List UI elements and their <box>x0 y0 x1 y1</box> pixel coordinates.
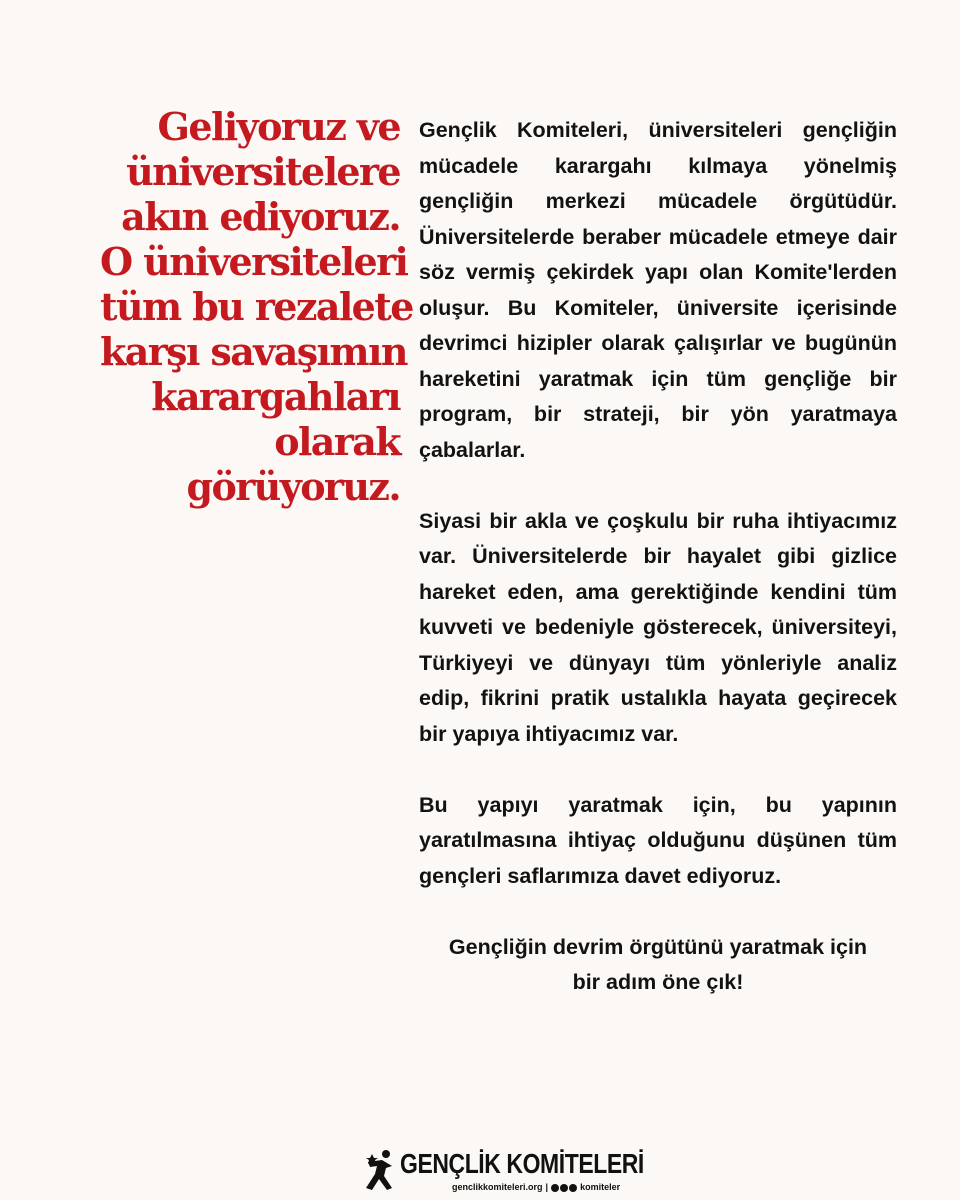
headline-line: Geliyoruz ve <box>157 104 400 149</box>
paragraph-invitation: Bu yapıyı yaratmak için, bu yapının yaratılmasına ihtiyaç olduğunu düşünen tüm gençleri saflarımıza davet ediyoruz. <box>419 792 897 888</box>
closing-call <box>419 930 897 1001</box>
footer-logo <box>362 1146 652 1194</box>
headline-line: akın ediyoruz. <box>121 194 400 239</box>
headline <box>100 104 413 509</box>
headline-line: tüm bu rezalete <box>100 284 413 329</box>
headline-line: görüyoruz. <box>186 464 400 509</box>
website-link[interactable]: genclikkomiteleri.org <box>452 1182 543 1192</box>
paragraph-intro: Gençlik Komiteleri, üniversiteleri gençliğin mücadele karargahı kılmaya yönelmiş gençliğin merkezi mücadele örgütüdür. Üniversitelerde beraber mücadele etmeye dair söz vermiş çekirdek yapı olan Komite'lerden oluşur. Bu Komiteler, üniversite içerisinde devrimci hizipler olarak çalışırlar ve bugünün hareketini yaratmak için tüm gençliğe bir program, bir strateji, bir yön yaratmaya çabalarlar. <box>419 118 897 462</box>
closing-line: bir adım öne çık! <box>572 970 744 994</box>
instagram-icon[interactable] <box>560 1184 568 1192</box>
headline-line: karşı savaşımın <box>100 329 407 374</box>
brand-name: GENÇLİK KOMİTELERİ <box>400 1148 644 1179</box>
facebook-icon[interactable] <box>569 1184 577 1192</box>
headline-line: olarak <box>274 419 400 464</box>
body-text <box>419 113 897 1001</box>
headline-line: karargahları <box>151 374 400 419</box>
headline-line: O üniversiteleri <box>100 239 408 284</box>
running-star-figure-icon <box>362 1148 398 1192</box>
twitter-icon[interactable] <box>551 1184 559 1192</box>
social-handle: komiteler <box>580 1182 621 1192</box>
social-icons <box>551 1184 577 1192</box>
headline-line: üniversitelere <box>126 149 400 194</box>
paragraph-need: Siyasi bir akla ve çoşkulu bir ruha ihtiyacımız var. Üniversitelerde bir hayalet gibi gizlice hareket eden, ama gerektiğinde kendini tüm kuvveti ve bedeniyle gösterecek, üniversiteyi, Türkiyeyi ve dünyayı tüm yönleriyle analiz edip, fikrini pratik ustalıkla hayata geçirecek bir yapıya ihtiyacımız var. <box>419 508 897 746</box>
closing-line: Gençliğin devrim örgütünü yaratmak için <box>448 934 868 959</box>
footer-subline <box>452 1182 620 1193</box>
separator: | <box>545 1182 549 1192</box>
